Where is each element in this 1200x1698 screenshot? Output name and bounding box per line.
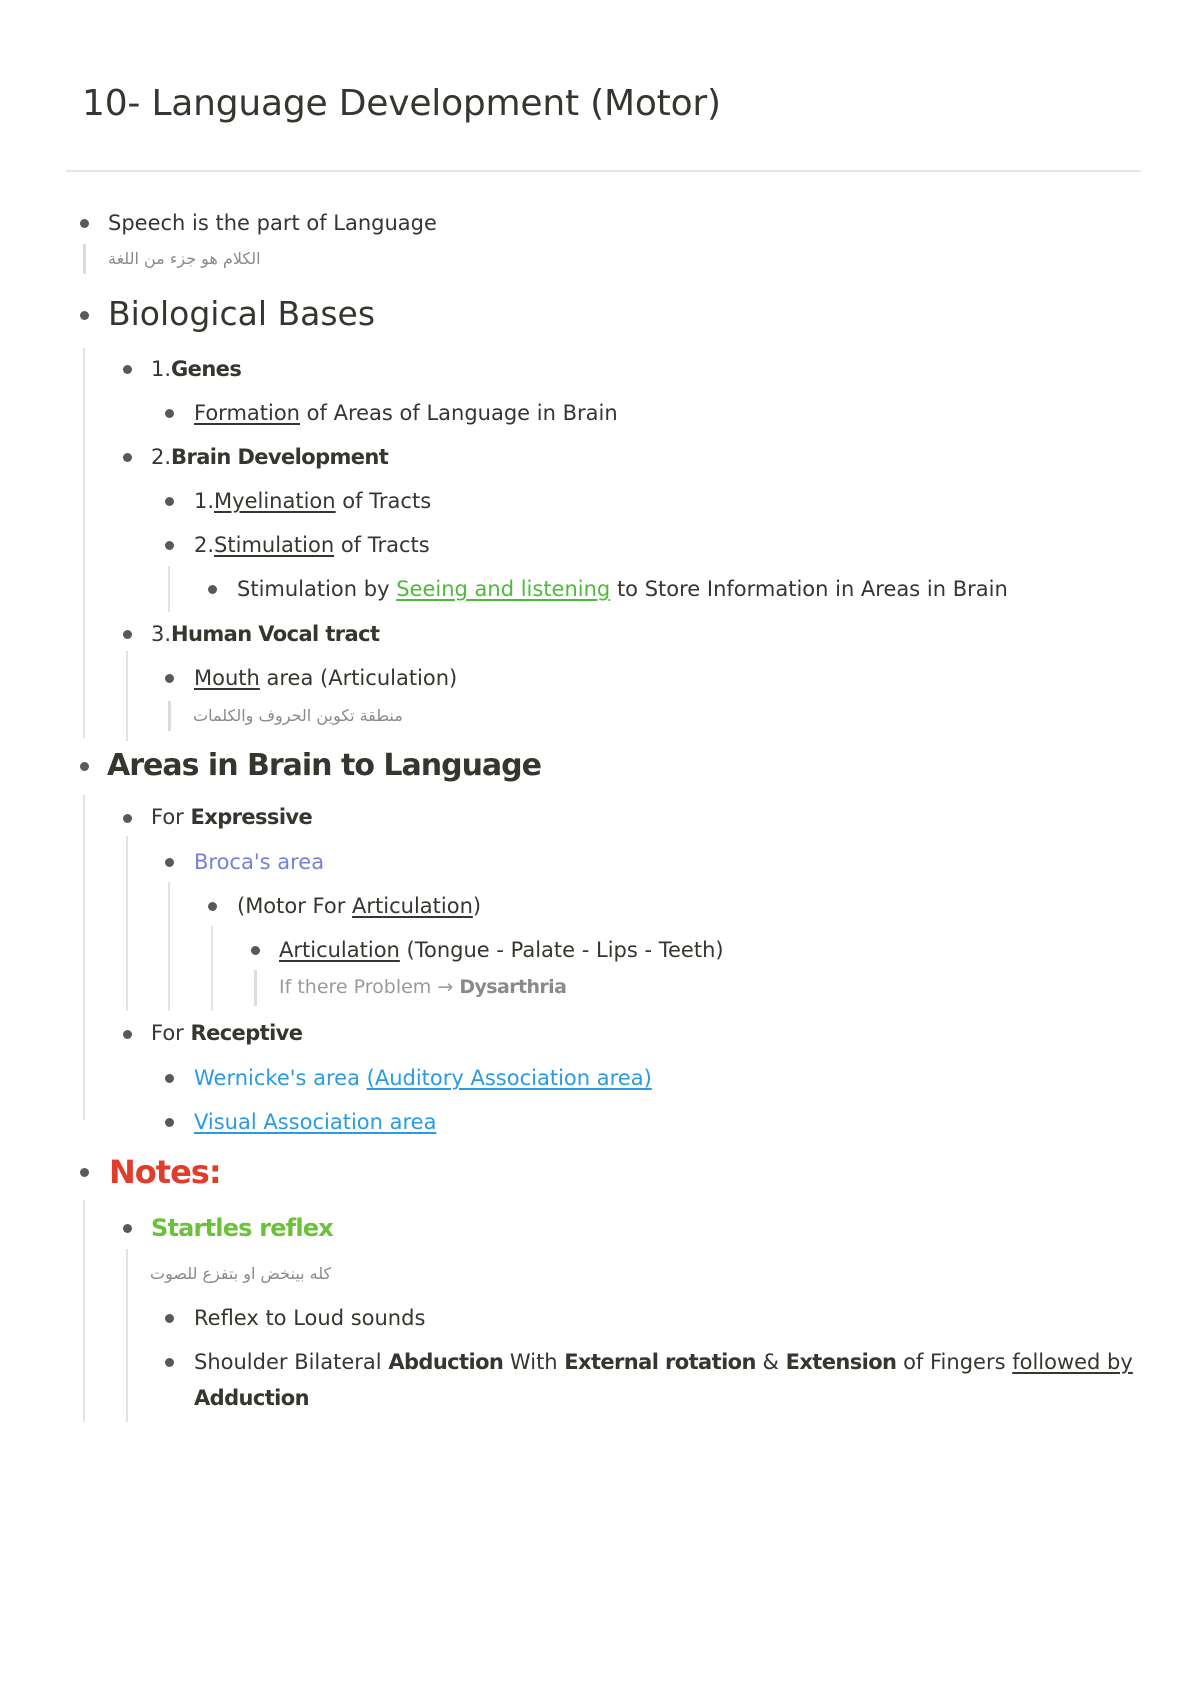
speech-arabic-quote: الكلام هو جزء من اللغة bbox=[108, 249, 261, 268]
reflex-item: Reflex to Loud sounds bbox=[194, 1306, 426, 1330]
bullet bbox=[165, 858, 174, 867]
indent-line bbox=[126, 1249, 128, 1422]
shoulder-item-continued: Adduction bbox=[194, 1386, 309, 1410]
bullet bbox=[251, 946, 260, 955]
formation-item: Formation of Areas of Language in Brain bbox=[194, 401, 618, 425]
bullet bbox=[165, 1358, 174, 1367]
indent-line bbox=[211, 926, 213, 1011]
indent-line bbox=[168, 882, 170, 1011]
indent-line bbox=[83, 348, 85, 738]
quote-bar bbox=[254, 970, 257, 1006]
areas-heading: Areas in Brain to Language bbox=[107, 748, 541, 783]
vocal-tract-item: 3.Human Vocal tract bbox=[151, 622, 380, 646]
stimulation-item: 2.Stimulation of Tracts bbox=[194, 533, 430, 557]
notes-heading: Notes: bbox=[109, 1153, 221, 1191]
bullet bbox=[208, 902, 217, 911]
bullet bbox=[123, 1030, 132, 1039]
indent-line bbox=[83, 795, 85, 1120]
bullet bbox=[123, 365, 132, 374]
speech-text: Speech is the part of Language bbox=[108, 211, 437, 235]
motor-articulation-item: (Motor For Articulation) bbox=[237, 894, 482, 918]
startles-arabic-quote: كله بينخض او بتفزع للصوت bbox=[150, 1264, 332, 1283]
bullet bbox=[123, 1224, 132, 1233]
bullet bbox=[165, 1314, 174, 1323]
indent-line bbox=[168, 566, 170, 612]
biological-bases-heading: Biological Bases bbox=[108, 294, 376, 333]
indent-line bbox=[83, 1200, 85, 1422]
title-divider bbox=[66, 170, 1141, 172]
problem-quote: If there Problem → Dysarthria bbox=[279, 976, 567, 998]
broca-area-item: Broca's area bbox=[194, 850, 325, 874]
bullet bbox=[80, 311, 89, 320]
bullet bbox=[208, 585, 217, 594]
page-title: 10- Language Development (Motor) bbox=[82, 83, 721, 124]
indent-line bbox=[126, 836, 128, 1011]
bullet bbox=[123, 630, 132, 639]
receptive-item: For Receptive bbox=[151, 1021, 303, 1045]
visual-association-item: Visual Association area bbox=[194, 1110, 437, 1134]
bullet bbox=[165, 674, 174, 683]
bullet bbox=[80, 219, 89, 228]
bullet bbox=[165, 1074, 174, 1083]
bullet bbox=[165, 541, 174, 550]
startles-reflex-item: Startles reflex bbox=[151, 1214, 333, 1242]
quote-bar bbox=[83, 244, 86, 274]
indent-line bbox=[126, 651, 128, 741]
brain-development-item: 2.Brain Development bbox=[151, 445, 389, 469]
wernicke-area-item: Wernicke's area (Auditory Association area) bbox=[194, 1066, 652, 1090]
bullet bbox=[165, 497, 174, 506]
mouth-arabic-quote: منطقة تكوين الحروف والكلمات bbox=[193, 706, 403, 725]
stimulation-by-item: Stimulation by Seeing and listening to Store Information in Areas in Brain bbox=[237, 577, 1008, 601]
bullet bbox=[80, 1168, 89, 1177]
articulation-item: Articulation (Tongue - Palate - Lips - Teeth) bbox=[279, 938, 724, 962]
bullet bbox=[165, 1118, 174, 1127]
expressive-item: For Expressive bbox=[151, 805, 313, 829]
quote-bar bbox=[168, 701, 171, 731]
shoulder-item: Shoulder Bilateral Abduction With External rotation & Extension of Fingers followed by bbox=[194, 1350, 1133, 1374]
bullet bbox=[80, 762, 89, 771]
bullet bbox=[123, 453, 132, 462]
bullet bbox=[123, 814, 132, 823]
genes-item: 1.Genes bbox=[151, 357, 242, 381]
mouth-item: Mouth area (Articulation) bbox=[194, 666, 458, 690]
myelination-item: 1.Myelination of Tracts bbox=[194, 489, 432, 513]
bullet bbox=[165, 409, 174, 418]
